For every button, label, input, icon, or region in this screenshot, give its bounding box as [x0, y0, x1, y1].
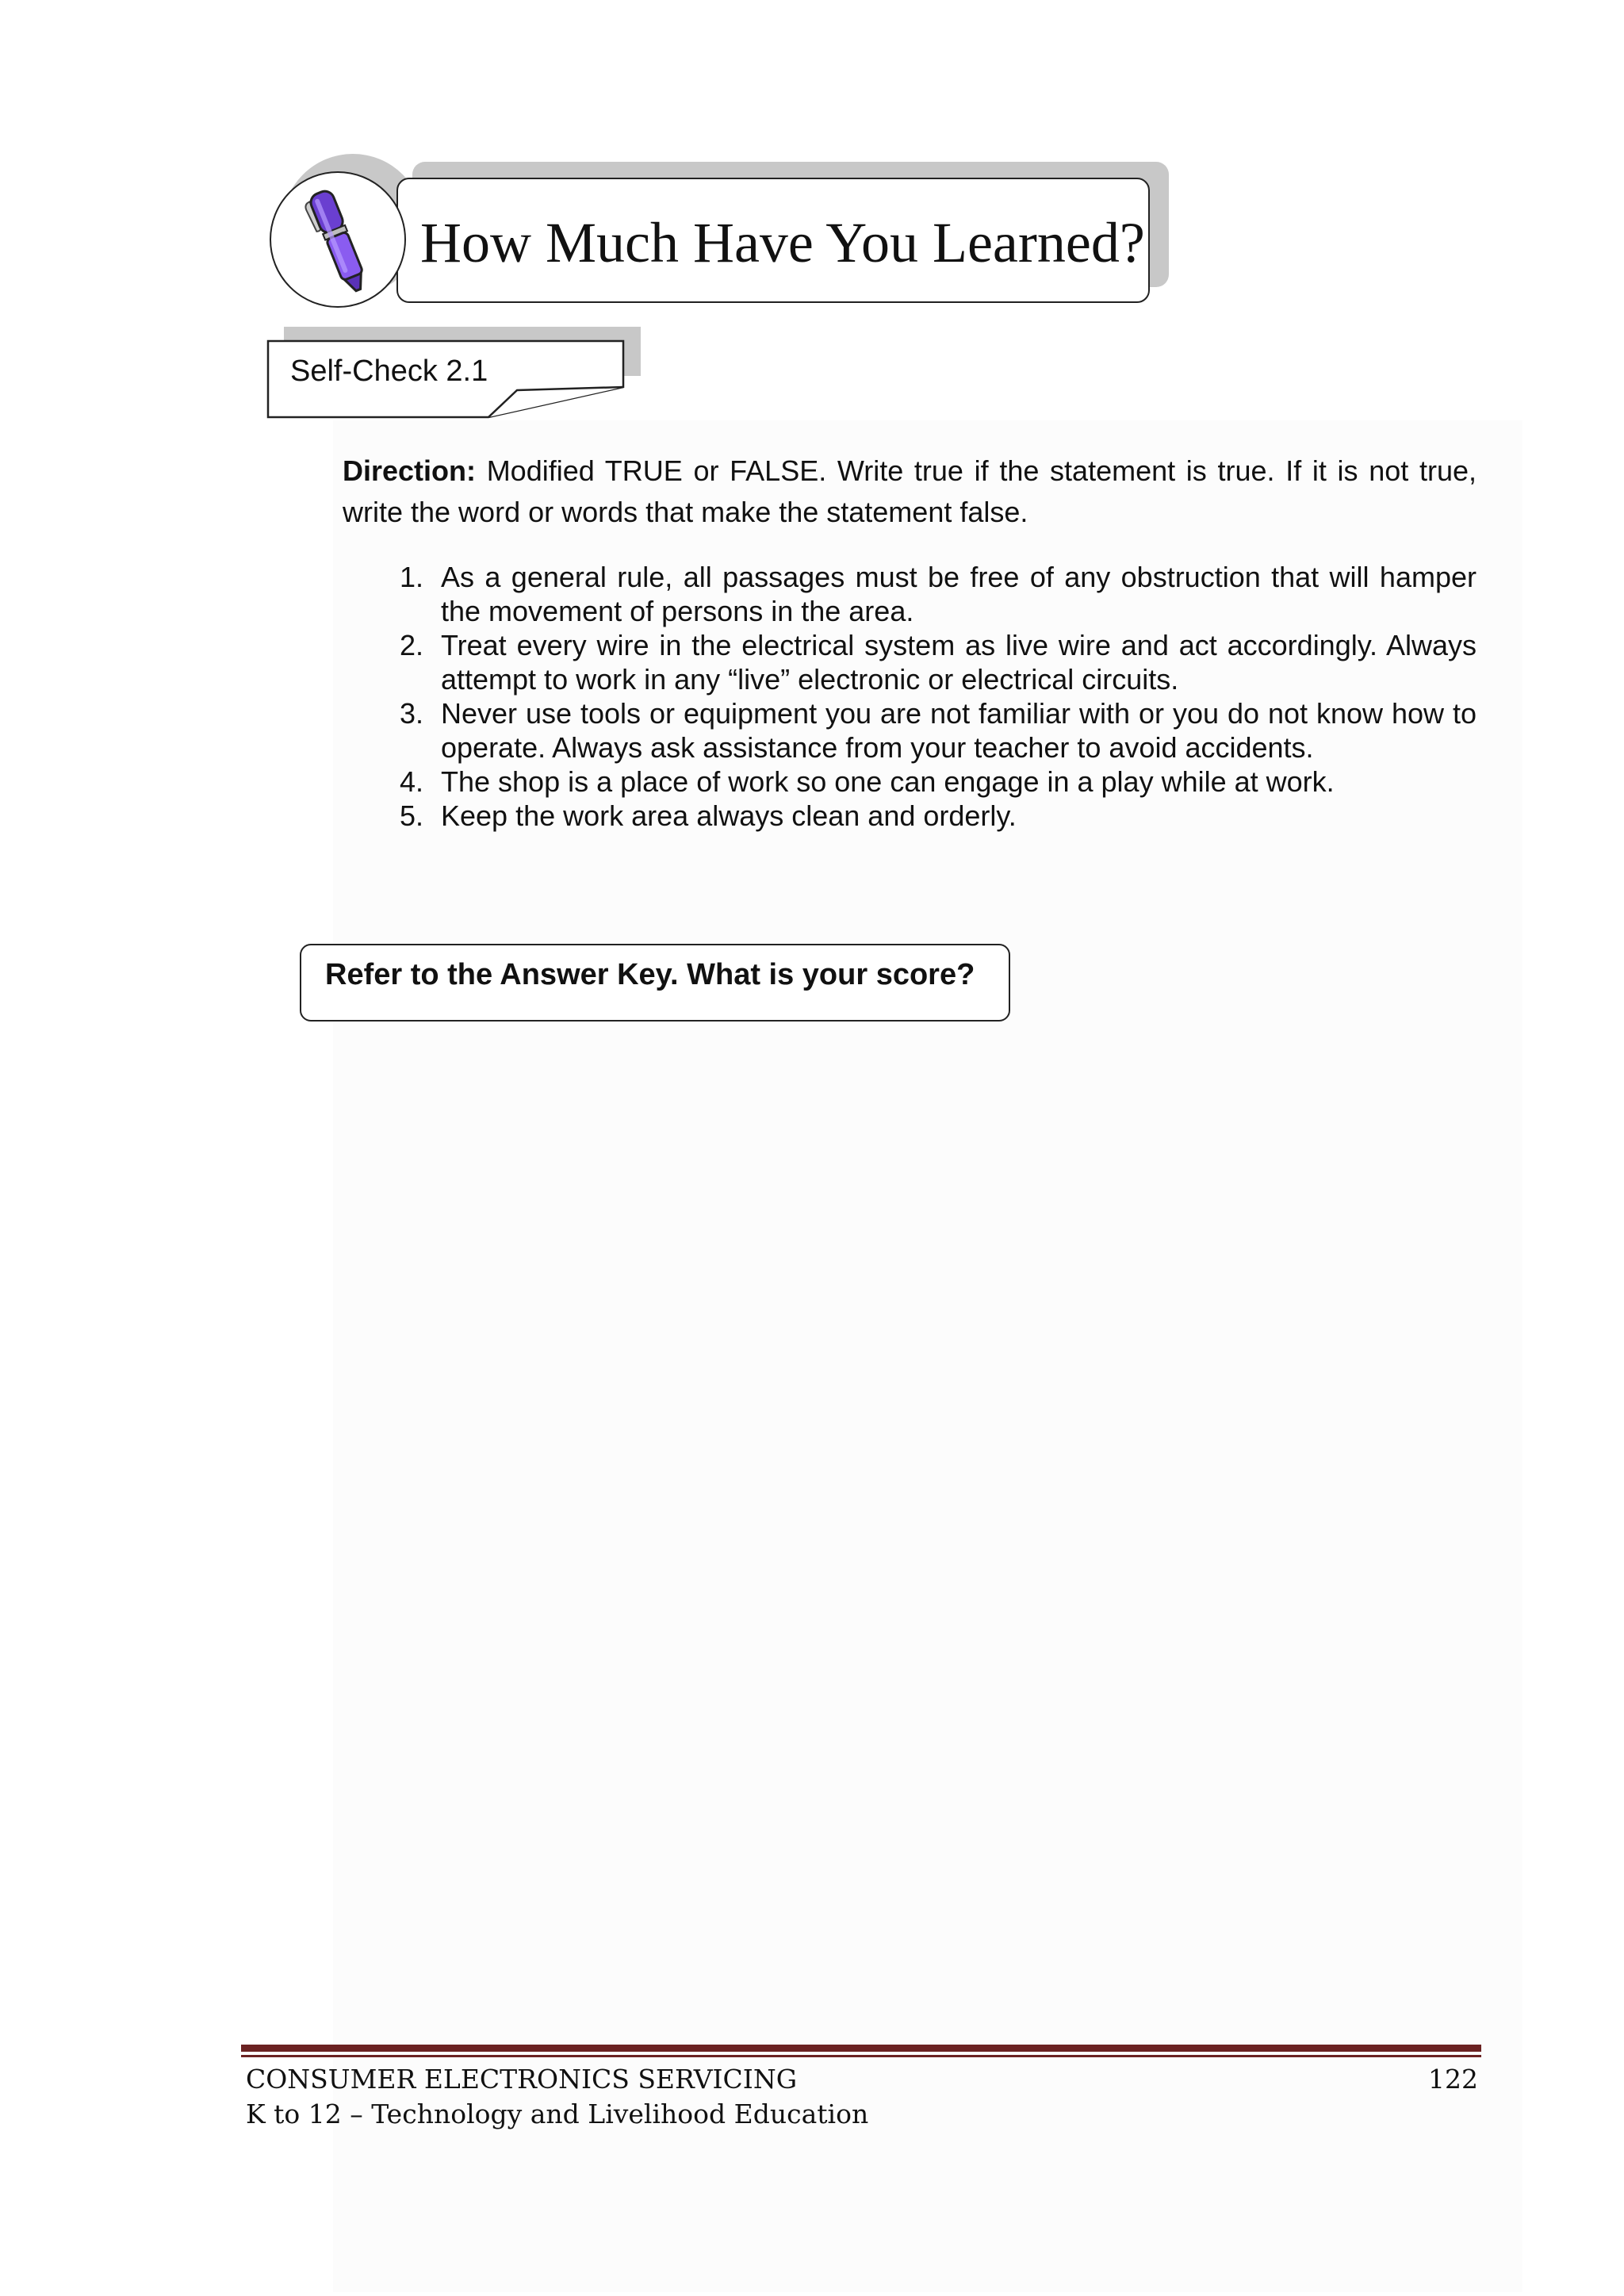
answer-key-text: Refer to the Answer Key. What is your score?: [325, 958, 975, 991]
direction-text: Modified TRUE or FALSE. Write true if the statement is true. If it is not true, write the word or words that make the statement false.: [343, 454, 1477, 528]
question-list: [389, 560, 1477, 833]
footer-rule: [241, 2045, 1481, 2052]
item-number: 4.: [399, 765, 423, 798]
direction-lead: Direction:: [343, 454, 477, 487]
item-text: Treat every wire in the electrical system as live wire and act accordingly. Always attempt to work in any “live” electronic or electrical circuits.: [441, 629, 1477, 696]
self-check-label: Self-Check 2.1: [290, 355, 488, 388]
answer-key-box: [300, 944, 1010, 1022]
list-item: [389, 765, 1477, 799]
item-number: 3.: [399, 697, 423, 730]
item-text: The shop is a place of work so one can engage in a play while at work.: [441, 765, 1335, 798]
list-item: [389, 799, 1477, 833]
footer-rule-thin: [241, 2055, 1481, 2057]
list-item: [389, 628, 1477, 696]
footer-subtitle: K to 12 – Technology and Livelihood Education: [246, 2099, 869, 2129]
item-number: 1.: [399, 561, 423, 593]
page-number: 122: [1428, 2064, 1478, 2095]
item-text: As a general rule, all passages must be free of any obstruction that will hamper the movement of persons in the area.: [441, 561, 1477, 627]
list-item: [389, 560, 1477, 628]
page-title: How Much Have You Learned?: [420, 211, 1145, 274]
list-item: [389, 696, 1477, 765]
item-number: 2.: [399, 629, 423, 661]
footer-course-title: CONSUMER ELECTRONICS SERVICING: [246, 2064, 798, 2095]
pen-icon: [270, 171, 406, 308]
item-text: Never use tools or equipment you are not familiar with or you do not know how to operate. Always ask assistance from your teacher to avoid accidents.: [441, 697, 1477, 764]
direction-paragraph: [343, 450, 1477, 533]
item-number: 5.: [399, 799, 423, 832]
item-text: Keep the work area always clean and orderly.: [441, 799, 1017, 832]
